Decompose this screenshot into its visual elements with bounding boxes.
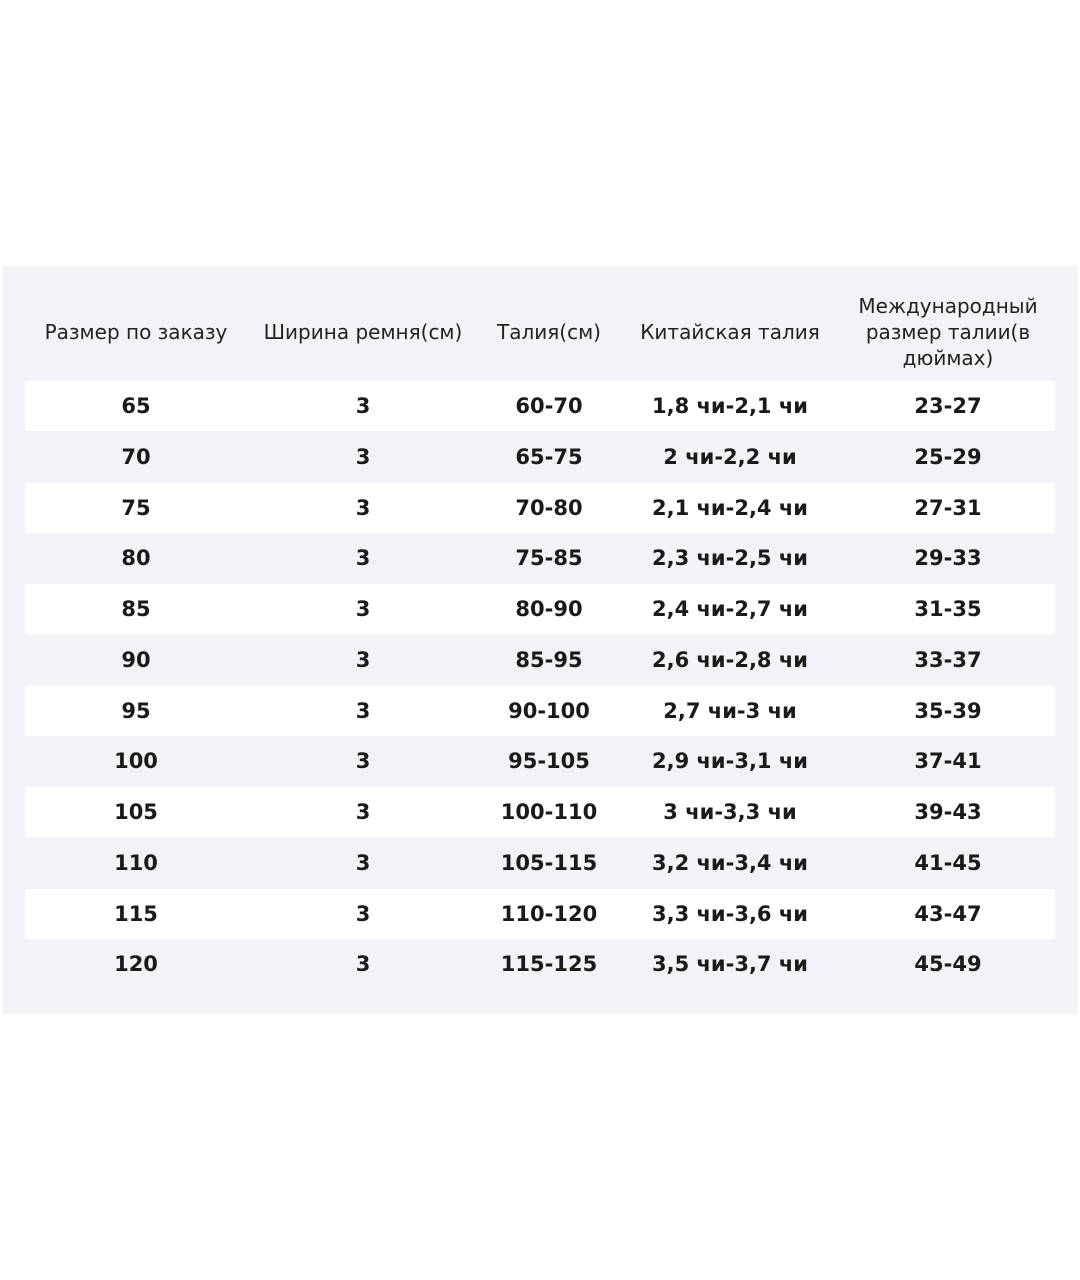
cell-waist-cm: 85-95 [515,647,583,672]
cell-order-size: 100 [114,749,158,774]
cell-belt-width: 3 [355,647,371,672]
cell-chinese-waist: 1,8 чи-2,1 чи [651,394,808,418]
cell-chinese-waist: 2,1 чи-2,4 чи [651,495,808,520]
cell-international-waist: 37-41 [914,749,982,774]
cell-chinese-waist: 2,6 чи-2,8 чи [651,647,808,672]
header-waist-cm: Талия(см) [497,320,601,344]
cell-waist-cm: 75-85 [515,546,583,571]
cell-order-size: 85 [121,597,151,621]
cell-order-size: 120 [114,952,158,977]
cell-belt-width: 3 [355,800,371,824]
cell-order-size: 90 [121,647,151,672]
cell-waist-cm: 80-90 [515,597,583,621]
table-row [25,939,1055,989]
cell-waist-cm: 60-70 [515,394,583,418]
cell-order-size: 95 [121,698,151,723]
cell-international-waist: 33-37 [914,647,982,672]
header-chinese-waist: Китайская талия [640,320,820,344]
cell-belt-width: 3 [355,444,371,469]
cell-belt-width: 3 [355,546,371,571]
cell-belt-width: 3 [355,901,371,926]
cell-waist-cm: 100-110 [500,800,598,824]
table-row [25,584,1055,634]
cell-chinese-waist: 3,5 чи-3,7 чи [651,952,808,977]
cell-international-waist: 45-49 [914,952,982,977]
table-row [25,889,1055,939]
header-order-size: Размер по заказу [44,320,228,344]
cell-international-waist: 25-29 [914,444,982,469]
table-row [25,483,1055,533]
table-header [25,282,1055,382]
table-row [25,686,1055,736]
cell-order-size: 105 [114,800,158,824]
cell-belt-width: 3 [355,952,371,977]
cell-waist-cm: 65-75 [515,444,583,469]
cell-belt-width: 3 [355,850,371,875]
cell-waist-cm: 90-100 [508,698,590,723]
cell-international-waist: 31-35 [914,597,982,621]
cell-chinese-waist: 2,9 чи-3,1 чи [651,749,808,774]
cell-order-size: 80 [121,546,151,571]
header-international-waist: Международный размер талии(в дюймах) [858,294,1038,370]
cell-belt-width: 3 [355,394,371,418]
cell-chinese-waist: 2,3 чи-2,5 чи [651,546,808,571]
cell-belt-width: 3 [355,698,371,723]
cell-chinese-waist: 3 чи-3,3 чи [663,800,797,824]
cell-international-waist: 29-33 [914,546,982,571]
cell-chinese-waist: 3,3 чи-3,6 чи [651,901,808,926]
cell-international-waist: 35-39 [914,698,982,723]
table-row [25,381,1055,431]
cell-chinese-waist: 3,2 чи-3,4 чи [651,850,808,875]
cell-chinese-waist: 2 чи-2,2 чи [663,444,797,469]
cell-order-size: 110 [114,850,158,875]
table-row [25,432,1055,482]
table-row [25,736,1055,786]
table-row [25,533,1055,583]
cell-belt-width: 3 [355,597,371,621]
cell-waist-cm: 110-120 [500,901,598,926]
cell-international-waist: 43-47 [914,901,982,926]
table-body [25,381,1055,990]
table-row [25,787,1055,837]
header-belt-width: Ширина ремня(см) [263,320,463,344]
table-row [25,838,1055,888]
cell-belt-width: 3 [355,749,371,774]
cell-international-waist: 41-45 [914,850,982,875]
cell-order-size: 65 [121,394,151,418]
cell-waist-cm: 70-80 [515,495,583,520]
table-row [25,635,1055,685]
size-chart-panel [3,266,1078,1014]
cell-chinese-waist: 2,7 чи-3 чи [663,698,797,723]
cell-order-size: 75 [121,495,151,520]
cell-order-size: 70 [121,444,151,469]
cell-belt-width: 3 [355,495,371,520]
cell-order-size: 115 [114,901,158,926]
cell-international-waist: 23-27 [914,394,982,418]
cell-waist-cm: 115-125 [500,952,598,977]
cell-waist-cm: 95-105 [508,749,590,774]
cell-international-waist: 27-31 [914,495,982,520]
cell-chinese-waist: 2,4 чи-2,7 чи [651,597,808,621]
cell-waist-cm: 105-115 [500,850,598,875]
cell-international-waist: 39-43 [914,800,982,824]
